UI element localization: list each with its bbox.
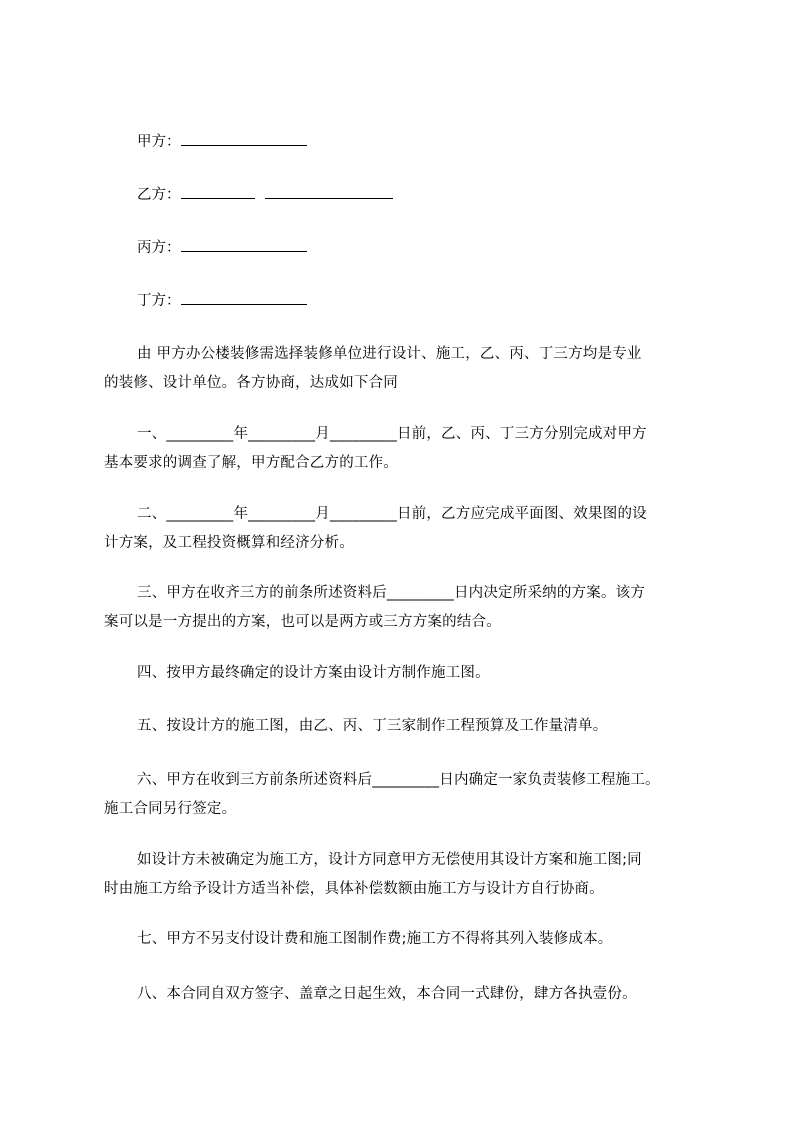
party-b-blank-2 — [265, 184, 393, 199]
clause-4 — [104, 659, 704, 688]
intro-line-1: 由 甲方办公楼装修需选择装修单位进行设计、施工，乙、丙、丁三方均是专业 — [137, 346, 642, 362]
clause-5-line-1: 五、按设计方的施工图，由乙、丙、丁三家制作工程预算及工作量清单。 — [137, 718, 608, 734]
clause-7-line-1: 七、甲方不另支付设计费和施工图制作费;施工方不得将其列入装修成本。 — [137, 931, 613, 947]
intro-line-2: 的装修、设计单位。各方协商，达成如下合同 — [104, 375, 398, 391]
clause-8-line-1: 八、本合同自双方签字、盖章之日起生效，本合同一式肆份，肆方各执壹份。 — [137, 986, 637, 1002]
clause-6 — [104, 766, 704, 824]
clause-5 — [104, 712, 704, 741]
party-d-blank — [181, 290, 307, 305]
clause-2-line-2: 计方案，及工程投资概算和经济分析。 — [104, 535, 354, 551]
clause-4-line-1: 四、按甲方最终确定的设计方案由设计方制作施工图。 — [137, 665, 490, 681]
clause-8 — [104, 980, 704, 1009]
clause-6-supplement — [104, 846, 704, 904]
party-b-line — [137, 184, 393, 205]
clause-6-line-1: 六、甲方在收到三方前条所述资料后_________日内确定一家负责装修工程施工。 — [137, 772, 660, 788]
clause-3 — [104, 579, 704, 637]
party-a-line — [137, 131, 307, 152]
clause-2-line-1: 二、_________年_________月_________日前，乙方应完成平面图、效果图的设 — [137, 506, 647, 522]
clause-7 — [104, 925, 704, 954]
party-d-label: 丁方： — [137, 293, 181, 309]
clause-2 — [104, 500, 704, 558]
party-b-label: 乙方： — [137, 187, 181, 203]
intro-paragraph — [104, 340, 704, 398]
clause-1-line-2: 基本要求的调查了解，甲方配合乙方的工作。 — [104, 455, 398, 471]
party-c-blank — [181, 237, 307, 252]
clause-3-line-1: 三、甲方在收齐三方的前条所述资料后_________日内决定所采纳的方案。该方 — [137, 585, 646, 601]
clause-1-line-1: 一、_________年_________月_________日前，乙、丙、丁三方分别完成对甲方 — [137, 426, 647, 442]
clause-6-supplement-line-1: 如设计方未被确定为施工方，设计方同意甲方无偿使用其设计方案和施工图;同 — [137, 852, 642, 868]
party-a-label: 甲方： — [137, 134, 181, 150]
party-a-blank — [181, 131, 307, 146]
party-c-label: 丙方： — [137, 240, 181, 256]
party-b-blank-1 — [181, 184, 255, 199]
clause-6-supplement-line-2: 时由施工方给予设计方适当补偿，具体补偿数额由施工方与设计方自行协商。 — [104, 881, 604, 897]
party-c-line — [137, 237, 307, 258]
clause-6-line-2: 施工合同另行签定。 — [104, 801, 237, 817]
clause-1 — [104, 420, 704, 478]
clause-3-line-2: 案可以是一方提出的方案，也可以是两方或三方方案的结合。 — [104, 614, 501, 630]
party-d-line — [137, 290, 307, 311]
